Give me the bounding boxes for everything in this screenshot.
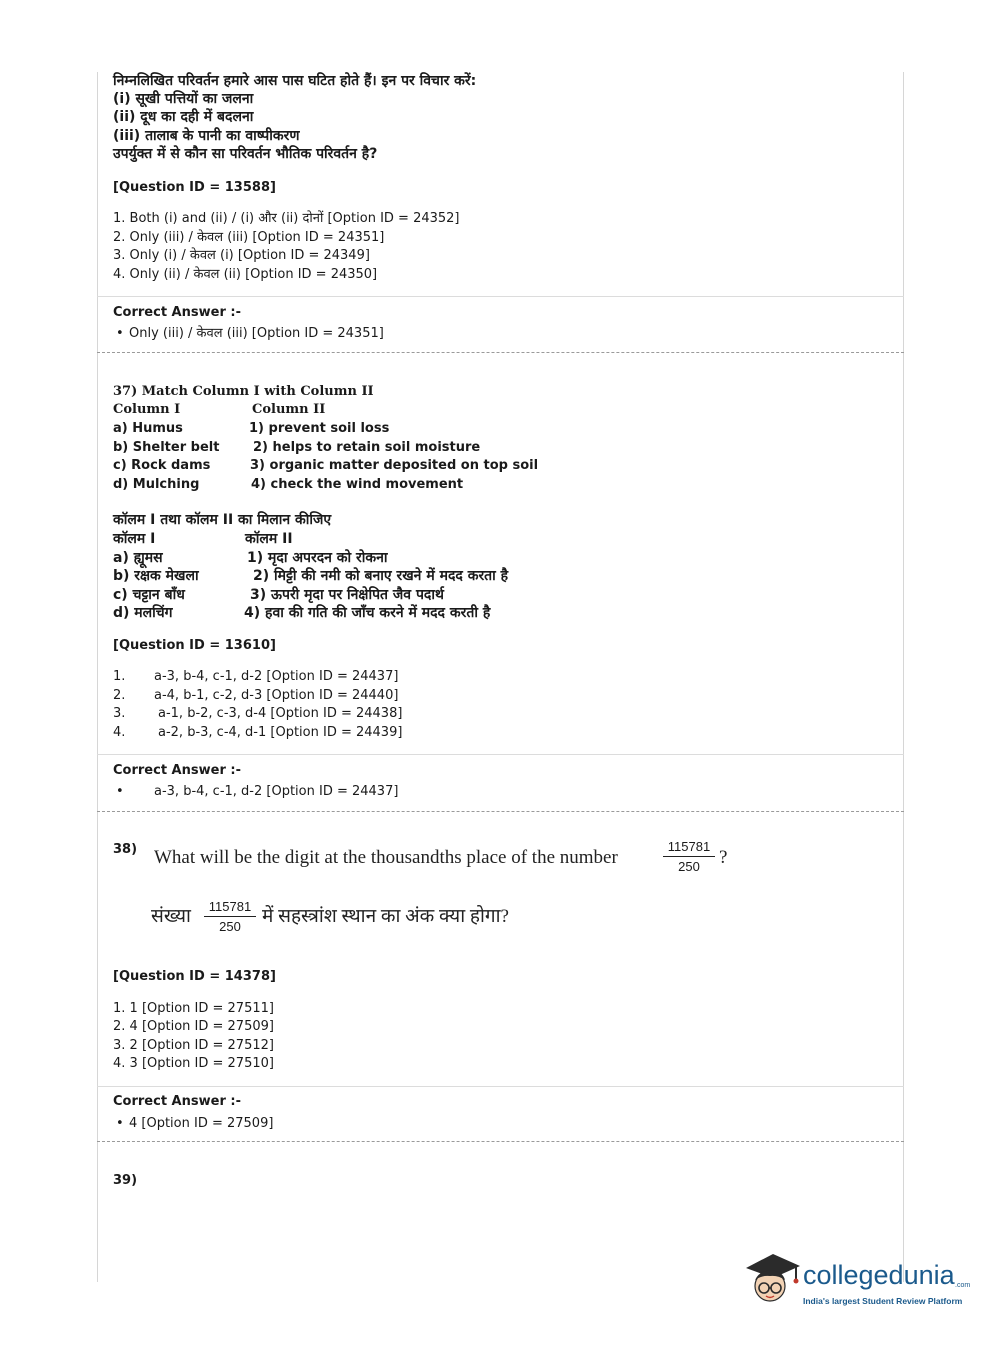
q36-correct-answer: Only (iii) / केवल (iii) [Option ID = 24351] xyxy=(129,326,384,341)
q37-hin-col2-title: कॉलम II xyxy=(245,531,293,547)
q36-option-2: 2. Only (iii) / केवल (iii) [Option ID = 24351] xyxy=(113,230,385,245)
q37-hin-col2-item: 4) हवा की गति की जाँच करने में मदद करती है xyxy=(244,605,491,621)
q36-line-2: (i) सूखी पत्तियों का जलना xyxy=(113,91,254,107)
q36-option-1: 1. Both (i) and (ii) / (i) और (ii) दोनों [Option ID = 24352] xyxy=(113,211,460,226)
fraction-denominator: 250 xyxy=(678,859,700,874)
q38-option-1: 1. 1 [Option ID = 27511] xyxy=(113,1001,274,1016)
q37-hin-col1-item: b) रक्षक मेखला xyxy=(113,568,199,584)
q37-correct-answer: a-3, b-4, c-1, d-2 [Option ID = 24437] xyxy=(154,784,399,799)
q36-option-3: 3. Only (i) / केवल (i) [Option ID = 24349] xyxy=(113,248,370,263)
q38-number: 38) xyxy=(113,842,138,857)
q38-question-id: [Question ID = 14378] xyxy=(113,969,276,984)
q37-option-num: 3. xyxy=(113,706,126,721)
divider xyxy=(97,754,904,755)
page-frame-right xyxy=(903,72,904,1282)
q36-correct-label: Correct Answer :- xyxy=(113,305,241,320)
bullet-icon: • xyxy=(116,784,124,799)
mascot-icon xyxy=(740,1248,802,1310)
q37-hin-col2-item: 2) मिट्टी की नमी को बनाए रखने में मदद करता है xyxy=(253,568,509,584)
q36-line-5: उपर्युक्त में से कौन सा परिवर्तन भौतिक परिवर्तन है? xyxy=(113,146,378,162)
q37-hin-col2-item: 3) ऊपरी मृदा पर निक्षेपित जैव पदार्थ xyxy=(250,587,444,603)
q38-fraction xyxy=(663,839,715,876)
q38-text-hi-pre: संख्या xyxy=(151,906,191,927)
q37-option-3: a-1, b-2, c-3, d-4 [Option ID = 24438] xyxy=(158,706,403,721)
logo-tagline: India's largest Student Review Platform xyxy=(803,1296,963,1306)
section-divider xyxy=(97,811,904,812)
q37-col2-title: Column II xyxy=(252,402,326,417)
fraction-numerator: 115781 xyxy=(663,839,715,857)
bullet-icon: • xyxy=(116,1116,124,1131)
q37-hin-heading: कॉलम I तथा कॉलम II का मिलान कीजिए xyxy=(113,512,332,528)
q39-number: 39) xyxy=(113,1173,138,1188)
q38-fraction-hi xyxy=(204,899,256,936)
q37-option-2: a-4, b-1, c-2, d-3 [Option ID = 24440] xyxy=(154,688,399,703)
q37-col2-item: 2) helps to retain soil moisture xyxy=(253,440,481,455)
section-divider xyxy=(97,1141,904,1142)
q37-option-1: a-3, b-4, c-1, d-2 [Option ID = 24437] xyxy=(154,669,399,684)
q38-option-4: 4. 3 [Option ID = 27510] xyxy=(113,1056,274,1071)
q38-text-hi-post: में सहस्त्रांश स्थान का अंक क्या होगा? xyxy=(262,906,509,927)
q37-question-id: [Question ID = 13610] xyxy=(113,638,276,653)
q38-option-2: 2. 4 [Option ID = 27509] xyxy=(113,1019,274,1034)
q37-option-num: 1. xyxy=(113,669,126,684)
divider xyxy=(97,296,904,297)
q37-hin-col1-item: d) मलचिंग xyxy=(113,605,173,621)
page-frame-left xyxy=(97,72,98,1282)
q37-col2-item: 3) organic matter deposited on top soil xyxy=(250,458,539,473)
q37-col1-item: a) Humus xyxy=(113,421,183,436)
q37-hin-col1-item: c) चट्टान बाँध xyxy=(113,587,185,603)
q36-question-id: [Question ID = 13588] xyxy=(113,180,276,195)
q38-question-mark: ? xyxy=(719,847,728,868)
q38-correct-answer: 4 [Option ID = 27509] xyxy=(129,1116,274,1131)
q36-option-4: 4. Only (ii) / केवल (ii) [Option ID = 24350] xyxy=(113,267,378,282)
q37-col2-item: 1) prevent soil loss xyxy=(249,421,390,436)
q36-line-4: (iii) तालाब के पानी का वाष्पीकरण xyxy=(113,128,300,144)
fraction-numerator: 115781 xyxy=(204,899,256,917)
fraction-denominator: 250 xyxy=(219,919,241,934)
q37-col1-item: b) Shelter belt xyxy=(113,440,220,455)
q37-col2-item: 4) check the wind movement xyxy=(251,477,464,492)
q37-col1-title: Column I xyxy=(113,402,181,417)
q36-line-1: निम्नलिखित परिवर्तन हमारे आस पास घटित होते हैं। इन पर विचार करें: xyxy=(113,73,477,89)
q37-col1-item: d) Mulching xyxy=(113,477,200,492)
logo-name: collegedunia xyxy=(803,1260,955,1290)
q37-hin-col1-title: कॉलम I xyxy=(113,531,156,547)
q37-hin-col1-item: a) ह्यूमस xyxy=(113,550,163,566)
q37-hin-col2-item: 1) मृदा अपरदन को रोकना xyxy=(247,550,388,566)
section-divider xyxy=(97,352,904,353)
q36-line-3: (ii) दूध का दही में बदलना xyxy=(113,109,254,125)
q37-col1-item: c) Rock dams xyxy=(113,458,211,473)
q37-option-num: 2. xyxy=(113,688,126,703)
q37-option-num: 4. xyxy=(113,725,126,740)
divider xyxy=(97,1086,904,1087)
q37-option-4: a-2, b-3, c-4, d-1 [Option ID = 24439] xyxy=(158,725,403,740)
q37-correct-label: Correct Answer :- xyxy=(113,763,241,778)
q38-text-en: What will be the digit at the thousandths place of the number xyxy=(154,847,618,868)
q38-correct-label: Correct Answer :- xyxy=(113,1094,241,1109)
bullet-icon: • xyxy=(116,326,124,341)
logo-suffix: .com xyxy=(955,1282,971,1289)
q37-heading: 37) Match Column I with Column II xyxy=(113,384,374,399)
q38-option-3: 3. 2 [Option ID = 27512] xyxy=(113,1038,274,1053)
